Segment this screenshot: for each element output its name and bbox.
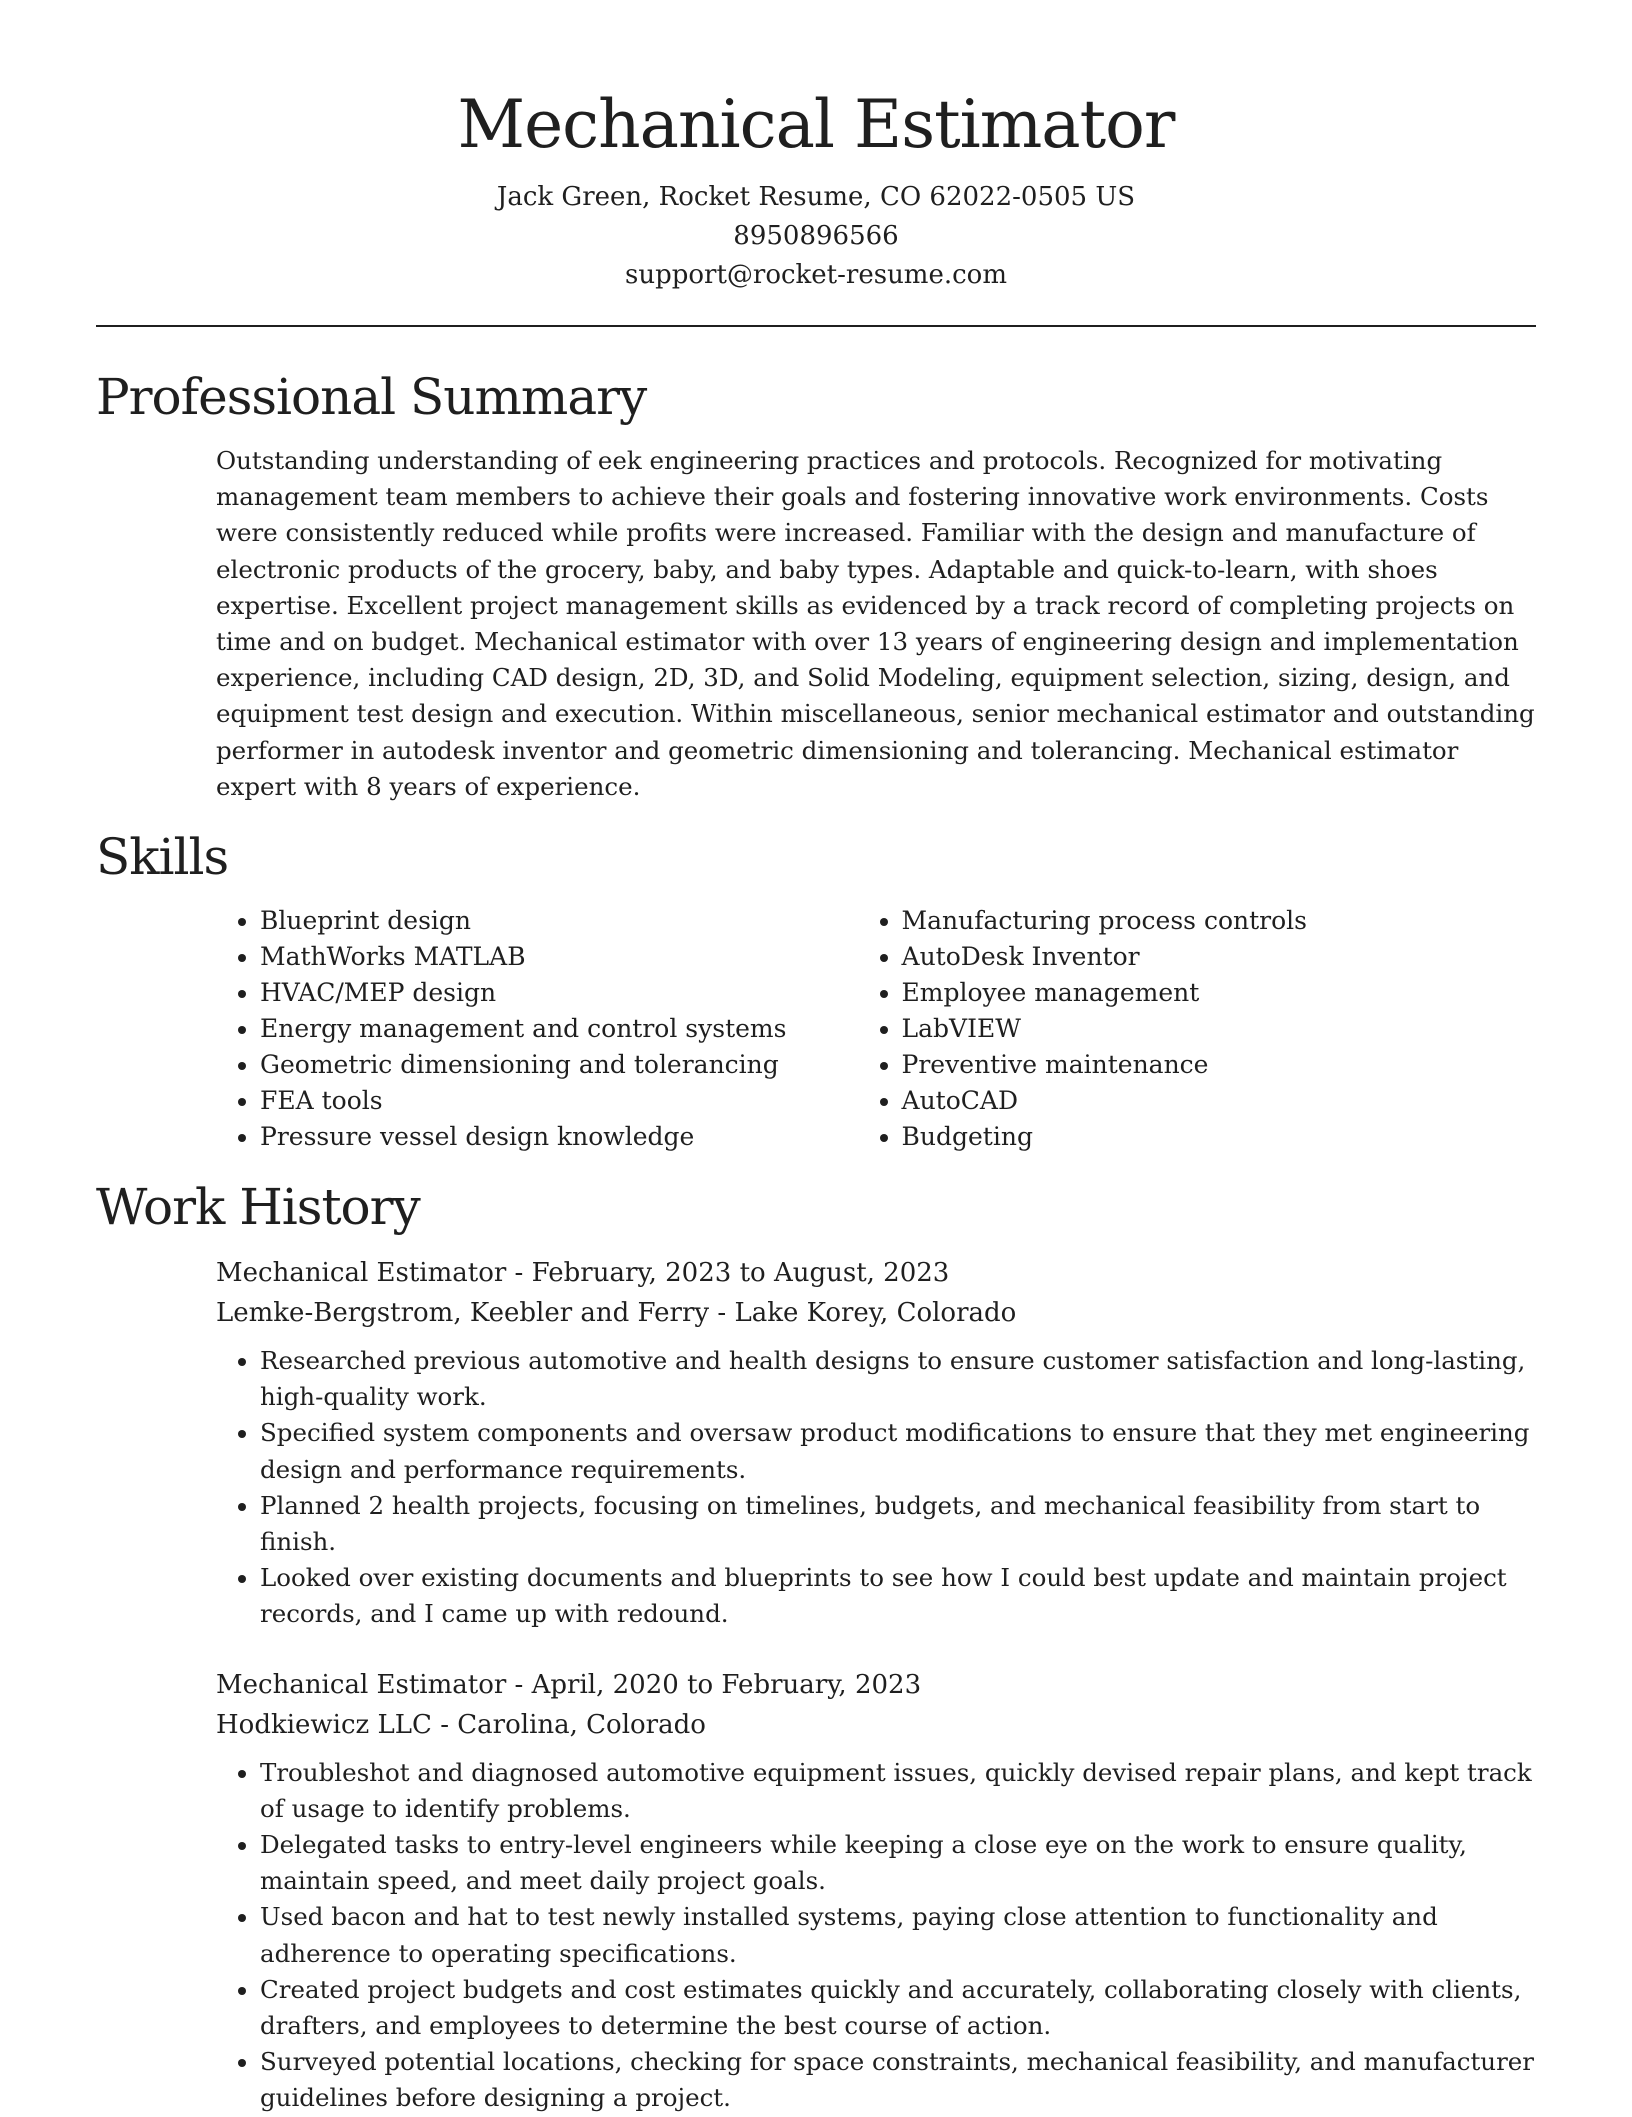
resume-title: Mechanical Estimator <box>457 86 1175 163</box>
skill-item: • Employee management <box>902 975 1536 1011</box>
job-entry <box>216 1253 1536 1633</box>
job-bullet: • Specified system components and oversaw product modifications to ensure that they met engineering design and performance requirements. <box>260 1415 1550 1487</box>
job-location: Carolina, Colorado <box>457 1709 706 1740</box>
job-company-line: Hodkiewicz LLC - Carolina, Colorado <box>216 1709 706 1740</box>
skill-item: • Preventive maintenance <box>902 1047 1536 1083</box>
job-bullets <box>216 1755 1550 2117</box>
contact-block <box>96 178 1536 295</box>
skills-column-right <box>852 903 1536 1155</box>
work-history-heading: Work History <box>96 1178 420 1237</box>
job-bullets <box>216 1343 1550 1633</box>
work-history-section <box>96 1175 1536 2117</box>
skill-item: • AutoDesk Inventor <box>902 939 1536 975</box>
job-bullet: • Created project budgets and cost estimates quickly and accurately, collaborating closely with clients, drafters, and employees to determine the best course of action. <box>260 1972 1550 2044</box>
job-company: Lemke-Bergstrom, Keebler and Ferry <box>216 1298 710 1329</box>
job-dates: April, 2020 to February, 2023 <box>531 1669 922 1700</box>
summary-text: Outstanding understanding of eek engineering practices and protocols. Recognized for motivating management team members to achieve their goals and fostering innovative work environments. Costs were consistently reduced while profits were increased. Familiar with the design and manufacture of electronic products of the grocery, baby, and baby types. Adaptable and quick-to-learn, with shoes expertise. Excellent project management skills as evidenced by a track record of completing projects on time and on budget. Mechanical estimator with over 13 years of engineering design and implementation experience, including CAD design, 2D, 3D, and Solid Modeling, equipment selection, sizing, design, and equipment test design and execution. Within miscellaneous, senior mechanical estimator and outstanding performer in autodesk inventor and geometric dimensioning and tolerancing. Mechanical estimator expert with 8 years of experience. <box>216 446 1535 801</box>
skill-item: • Blueprint design <box>260 903 852 939</box>
job-bullet: • Planned 2 health projects, focusing on timelines, budgets, and mechanical feasibility from start to finish. <box>260 1488 1550 1560</box>
job-bullet: • Delegated tasks to entry-level engineers while keeping a close eye on the work to ensure quality, maintain speed, and meet daily project goals. <box>260 1827 1550 1899</box>
resume-header <box>96 0 1536 295</box>
skill-item: • FEA tools <box>260 1083 852 1119</box>
job-entry <box>216 1665 1536 2117</box>
summary-section <box>96 365 1536 805</box>
skills-heading: Skills <box>96 828 229 887</box>
skills-section <box>96 825 1536 1155</box>
job-title: Mechanical Estimator <box>216 1669 507 1700</box>
skill-item: • AutoCAD <box>902 1083 1536 1119</box>
job-company: Hodkiewicz LLC <box>216 1709 432 1740</box>
job-location: Lake Korey, Colorado <box>734 1298 1017 1329</box>
job-bullet: • Looked over existing documents and blueprints to see how I could best update and maintain project records, and I came up with redound. <box>260 1560 1550 1632</box>
skill-item: • Budgeting <box>902 1119 1536 1155</box>
contact-phone: 8950896566 <box>733 221 899 251</box>
job-title: Mechanical Estimator <box>216 1258 507 1289</box>
job-bullet: • Troubleshot and diagnosed automotive equipment issues, quickly devised repair plans, and kept track of usage to identify problems. <box>260 1755 1550 1827</box>
skill-item: • Pressure vessel design knowledge <box>260 1119 852 1155</box>
resume-page <box>96 0 1536 2117</box>
job-bullet: • Researched previous automotive and health designs to ensure customer satisfaction and long-lasting, high-quality work. <box>260 1343 1550 1415</box>
job-title-line: Mechanical Estimator - April, 2020 to February, 2023 <box>216 1669 922 1700</box>
job-title-line: Mechanical Estimator - February, 2023 to August, 2023 <box>216 1258 950 1289</box>
skill-item: • Geometric dimensioning and tolerancing <box>260 1047 852 1083</box>
skill-item: • LabVIEW <box>902 1011 1536 1047</box>
skill-item: • Manufacturing process controls <box>902 903 1536 939</box>
skills-grid <box>216 903 1536 1155</box>
header-divider <box>96 325 1536 327</box>
summary-heading: Professional Summary <box>96 368 647 426</box>
contact-email: support@rocket-resume.com <box>624 260 1007 290</box>
skill-item: • Energy management and control systems <box>260 1011 852 1047</box>
job-company-line: Lemke-Bergstrom, Keebler and Ferry - Lake Korey, Colorado <box>216 1298 1017 1329</box>
contact-address: Jack Green, Rocket Resume, CO 62022-0505 US <box>496 182 1136 212</box>
job-bullet: • Used bacon and hat to test newly installed systems, paying close attention to functionality and adherence to operating specifications. <box>260 1899 1550 1971</box>
job-bullet: • Surveyed potential locations, checking for space constraints, mechanical feasibility, and manufacturer guidelines before designing a project. <box>260 2044 1550 2116</box>
skill-item: • MathWorks MATLAB <box>260 939 852 975</box>
skill-item: • HVAC/MEP design <box>260 975 852 1011</box>
skills-column-left <box>216 903 852 1155</box>
job-dates: February, 2023 to August, 2023 <box>531 1258 950 1289</box>
